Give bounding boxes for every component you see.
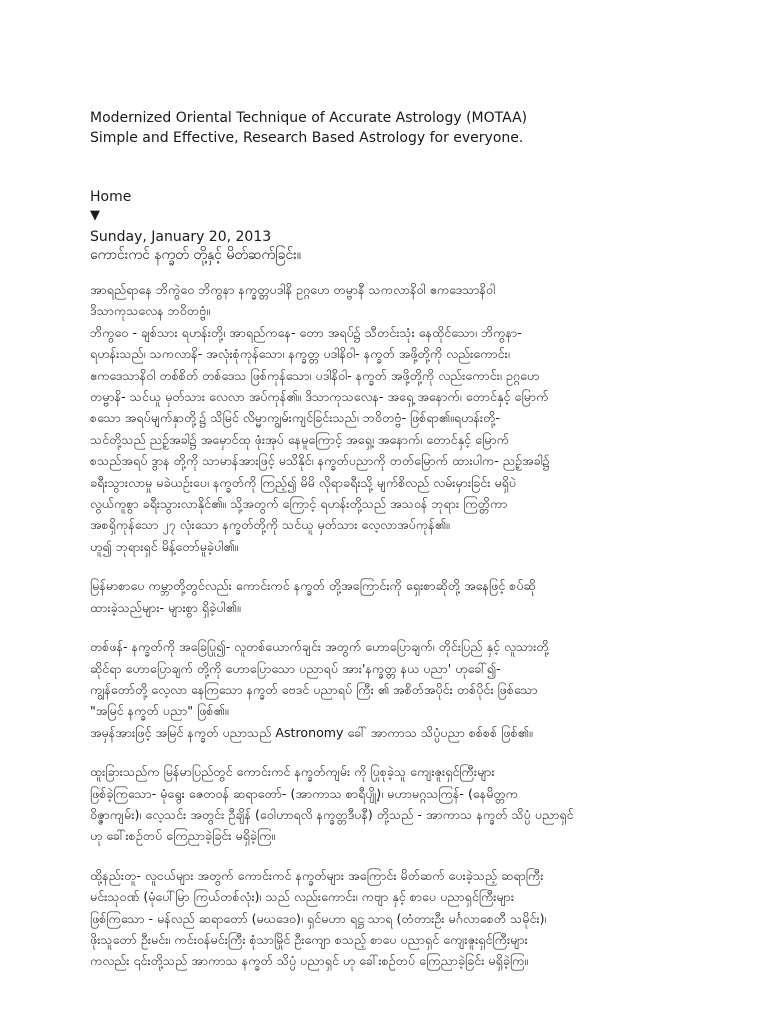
text-line: ထို့နည်းတူ- လူငယ်များ အတွက် ကောင်းကင် နက္ခတ်များ အကြောင်း မိတ်ဆက် ပေးခဲ့သည့် ဆရာကြီး xyxy=(90,867,544,883)
text-line: လွယ်ကူစွာ ခရီးသွားလာနိုင်၏။ သို့အတွက် ကြောင့် ရဟန်းတို့သည် အသဝန် ဘုရား ကြတ္တိကာ xyxy=(90,496,508,512)
text-line: ထူးခြားသည်က မြန်မာပြည်တွင် ကောင်းကင် နက္ခတ်ကျမ်း ကို ပြုစုခဲ့သူ ကျေးဇူးရှင်ကြီးများ xyxy=(90,764,495,780)
text-line: ဖြစ်ကြသော - မန်လည် ဆရာတော် (မဃဒေဝ)၊ ရှင်မဟာ ရဋ္ဌ သာရ (တံတားဦး မင်္ဂလာစေတီ သမိုင်း)၊ xyxy=(90,910,547,926)
page-content xyxy=(90,108,740,972)
text-line: အမှန်အားဖြင့် အမြင် နက္ခတ် ပညာသည် Astronomy ခေါ် အာကာသ သိပ္ပံပညာ စစ်စစ် ဖြစ်၏။ xyxy=(90,724,533,740)
post-date: Sunday, January 20, 2013 xyxy=(90,229,272,245)
paragraph-2 xyxy=(90,575,740,618)
paragraph-5 xyxy=(90,865,740,972)
text-line: ကျွန်တော်တို့ လေ့လာ နေကြသော နက္ခတ် ဗေဒင် ပညာရပ် ကြီး ၏ အစိတ်အပိုင်း တစ်ပိုင်း ဖြစ်သော xyxy=(90,681,538,697)
text-line: ထားခဲ့သည်များ- များစွာ ရှိခဲ့ပါ၏။ xyxy=(90,599,241,615)
text-line: ရဟန်းသည်၊ သကလာနိ- အလုံးစုံကုန်သော၊ နက္ခတ္တ ပဒါနိဝါ- နက္ခတ် အဖို့တို့ကို လည်းကောင်း၊ xyxy=(90,346,510,362)
text-line: ကလည်း ၎င်းတို့သည် အာကာသ နက္ခတ် သိပ္ပံ ပညာရှင် ဟု ခေါ်းစဥ်တပ် ကြေညာခဲ့ခြင်း မရှိခဲ့ကြ။ xyxy=(90,953,529,969)
text-line: မင်းသုဝဏ် (မုံပေါ်မြာ ကြယ်တစ်လုံး)၊ သည် လည်းကောင်း၊ ကဗျာ နှင့် စာပေ ပညာရှင်ကြီးများ xyxy=(90,889,515,905)
text-line: အာရည်ရာနေ ဘိကွဲဝေ ဘိကွနာ နက္ခတ္တပဒါနိ ဥဂ္ဂဟေ တမ္ဗာနီ သကလာနိဝါ ဧကဒေသာနိဝါ xyxy=(90,282,496,297)
paragraph-1 xyxy=(90,279,740,557)
text-line: ဟု ခေါ်းစဥ်တပ် ကြေညာခဲ့ခြင်း မရှိခဲ့ကြ။ xyxy=(90,828,276,844)
paragraph-3 xyxy=(90,636,740,743)
text-line: ဟူ၍ ဘုရားရှင် မိန့်တော်မူခဲ့ပါ၏။ xyxy=(90,538,239,554)
text-line: ဘိကွဝေ - ချစ်သား ရဟန်းတို့၊ အာရည်ကနေ- တော အရပ်၌ သီတင်းသုံး နေထိုင်သော၊ ဘိကွနာ- xyxy=(90,324,522,340)
site-title[interactable]: Modernized Oriental Technique of Accurate Astrology (MOTAA) xyxy=(90,110,528,126)
text-line: ဝိဇ္ဇာကျမ်း)၊ လေ့သင်း အတွင်း ဦချိန် (ဝေါဟာရလိ နက္ခတ္တဒီပနီ) တို့သည် - အာကာသ နက္ခတ် သိပ္ပံ ပညာရှင် xyxy=(90,806,574,822)
text-line: "အမြင် နက္ခတ် ပညာ" ဖြစ်၏။ xyxy=(90,703,229,719)
site-tagline: Simple and Effective, Research Based Astrology for everyone. xyxy=(90,130,524,146)
text-line: တစ်ဖန်- နက္ခတ်ကို အခြေပြု၍- လူတစ်ယောက်ချင်း အတွက် ဟောပြောချက်၊ တိုင်းပြည် နှင့် လူသားတို့ xyxy=(90,639,549,655)
text-line: သင်တို့သည် ညဥ့်အခါ၌ အမှောင်ထု ဖုံးအုပ် နေမူကြောင့် အရှေ့၊ အနောက်၊ တောင်နှင့် မြောက် xyxy=(90,431,510,447)
post-title: ကောင်းကင် နက္ခတ် တို့နှင့် မိတ်ဆက်ခြင်း။ xyxy=(90,247,302,263)
text-line: တမ္ဗာနိ- သင်ယူ မှတ်သား လေလာ အပ်ကုန်၏။ ဒိသာကုသလေန- အရှေ့ အနောက်၊ တောင်နှင့် မြောက် xyxy=(90,389,549,405)
text-line: ဧကဒေသာနိဝါ တစ်စိတ် တစ်ဒေသ ဖြစ်ကုန်သော၊ ပဒါနိဝါ- နက္ခတ် အဖို့တို့ကို လည်းကောင်း၊ ဥဂ္ဂဟေ xyxy=(90,367,540,383)
text-line: စသည်အရပ် ဒွာန တို့ကို သာမာန်အားဖြင့် မသိနိုင်၊ နက္ခတ်ပညာကို တတ်မြောက် ထားပါက- ညဥ့်အခါ၌ xyxy=(90,453,550,469)
text-line: စသော အရပ်မျက်နှာတို့၌ သိမြင် လိမ္မာကျွမ်းကျင်ခြင်းသည်၊ ဘဝိတဗ္ဗံ- ဖြစ်ရာ၏။ရဟန်းတို့- xyxy=(90,410,500,426)
text-line: ခရီးသွားလာမှု မခဲယဥ်းပေ၊ နက္ခတ်ကို ကြည့်၍ မိမိ လိုရာခရီးသို့ မျက်စိလည် လမ်းမှားခြင်း မရှိပဲ xyxy=(90,474,517,490)
text-line: ဒိသာကုသလေန ဘဝိတဗ္ဗံ။ xyxy=(90,303,211,319)
text-line: ဖိုးသူတော် ဦးမင်း၊ ကင်းဝန်မင်းကြီး စုံသာမြိုင် ဦးကျော စသည့် စာပေ ပညာရှင် ကျေးဇူးရှင်ကြီးများ xyxy=(90,931,528,947)
nav-home-link[interactable]: Home xyxy=(90,189,132,205)
text-line: အစရှိကုန်သော ၂၇ လုံးသော နက္ခတ်တို့ကို သင်ယူ မှတ်သား လေ့လာအပ်ကုန်၏။ xyxy=(90,517,450,533)
text-line: ဖြစ်ခဲ့ကြသော- မုံရွေး ဇေတဝန် ဆရာတော်- (အာကာသ စာရီပျို့)၊ မဟာမဂ္ဂသကြန်- (နေမိတ္တက xyxy=(90,785,518,801)
paragraph-4 xyxy=(90,761,740,847)
text-line: ဆိုင်ရာ ဟောပြောချက် တို့ကို ဟောပြောသော ပညာရပ် အား'နက္ခတ္တ နယ ပညာ' ဟုခေါ်၍- xyxy=(90,660,501,676)
text-line: မြန်မာစာပေ ကမ္ဘာတို့တွင်လည်း ကောင်းကင် နက္ခတ် တို့အကြောင်းကို ရှေးစာဆိုတို့ အနေဖြင့် စပ်ဆို xyxy=(90,578,536,594)
dropdown-arrow-icon[interactable]: ▼ xyxy=(90,208,100,223)
